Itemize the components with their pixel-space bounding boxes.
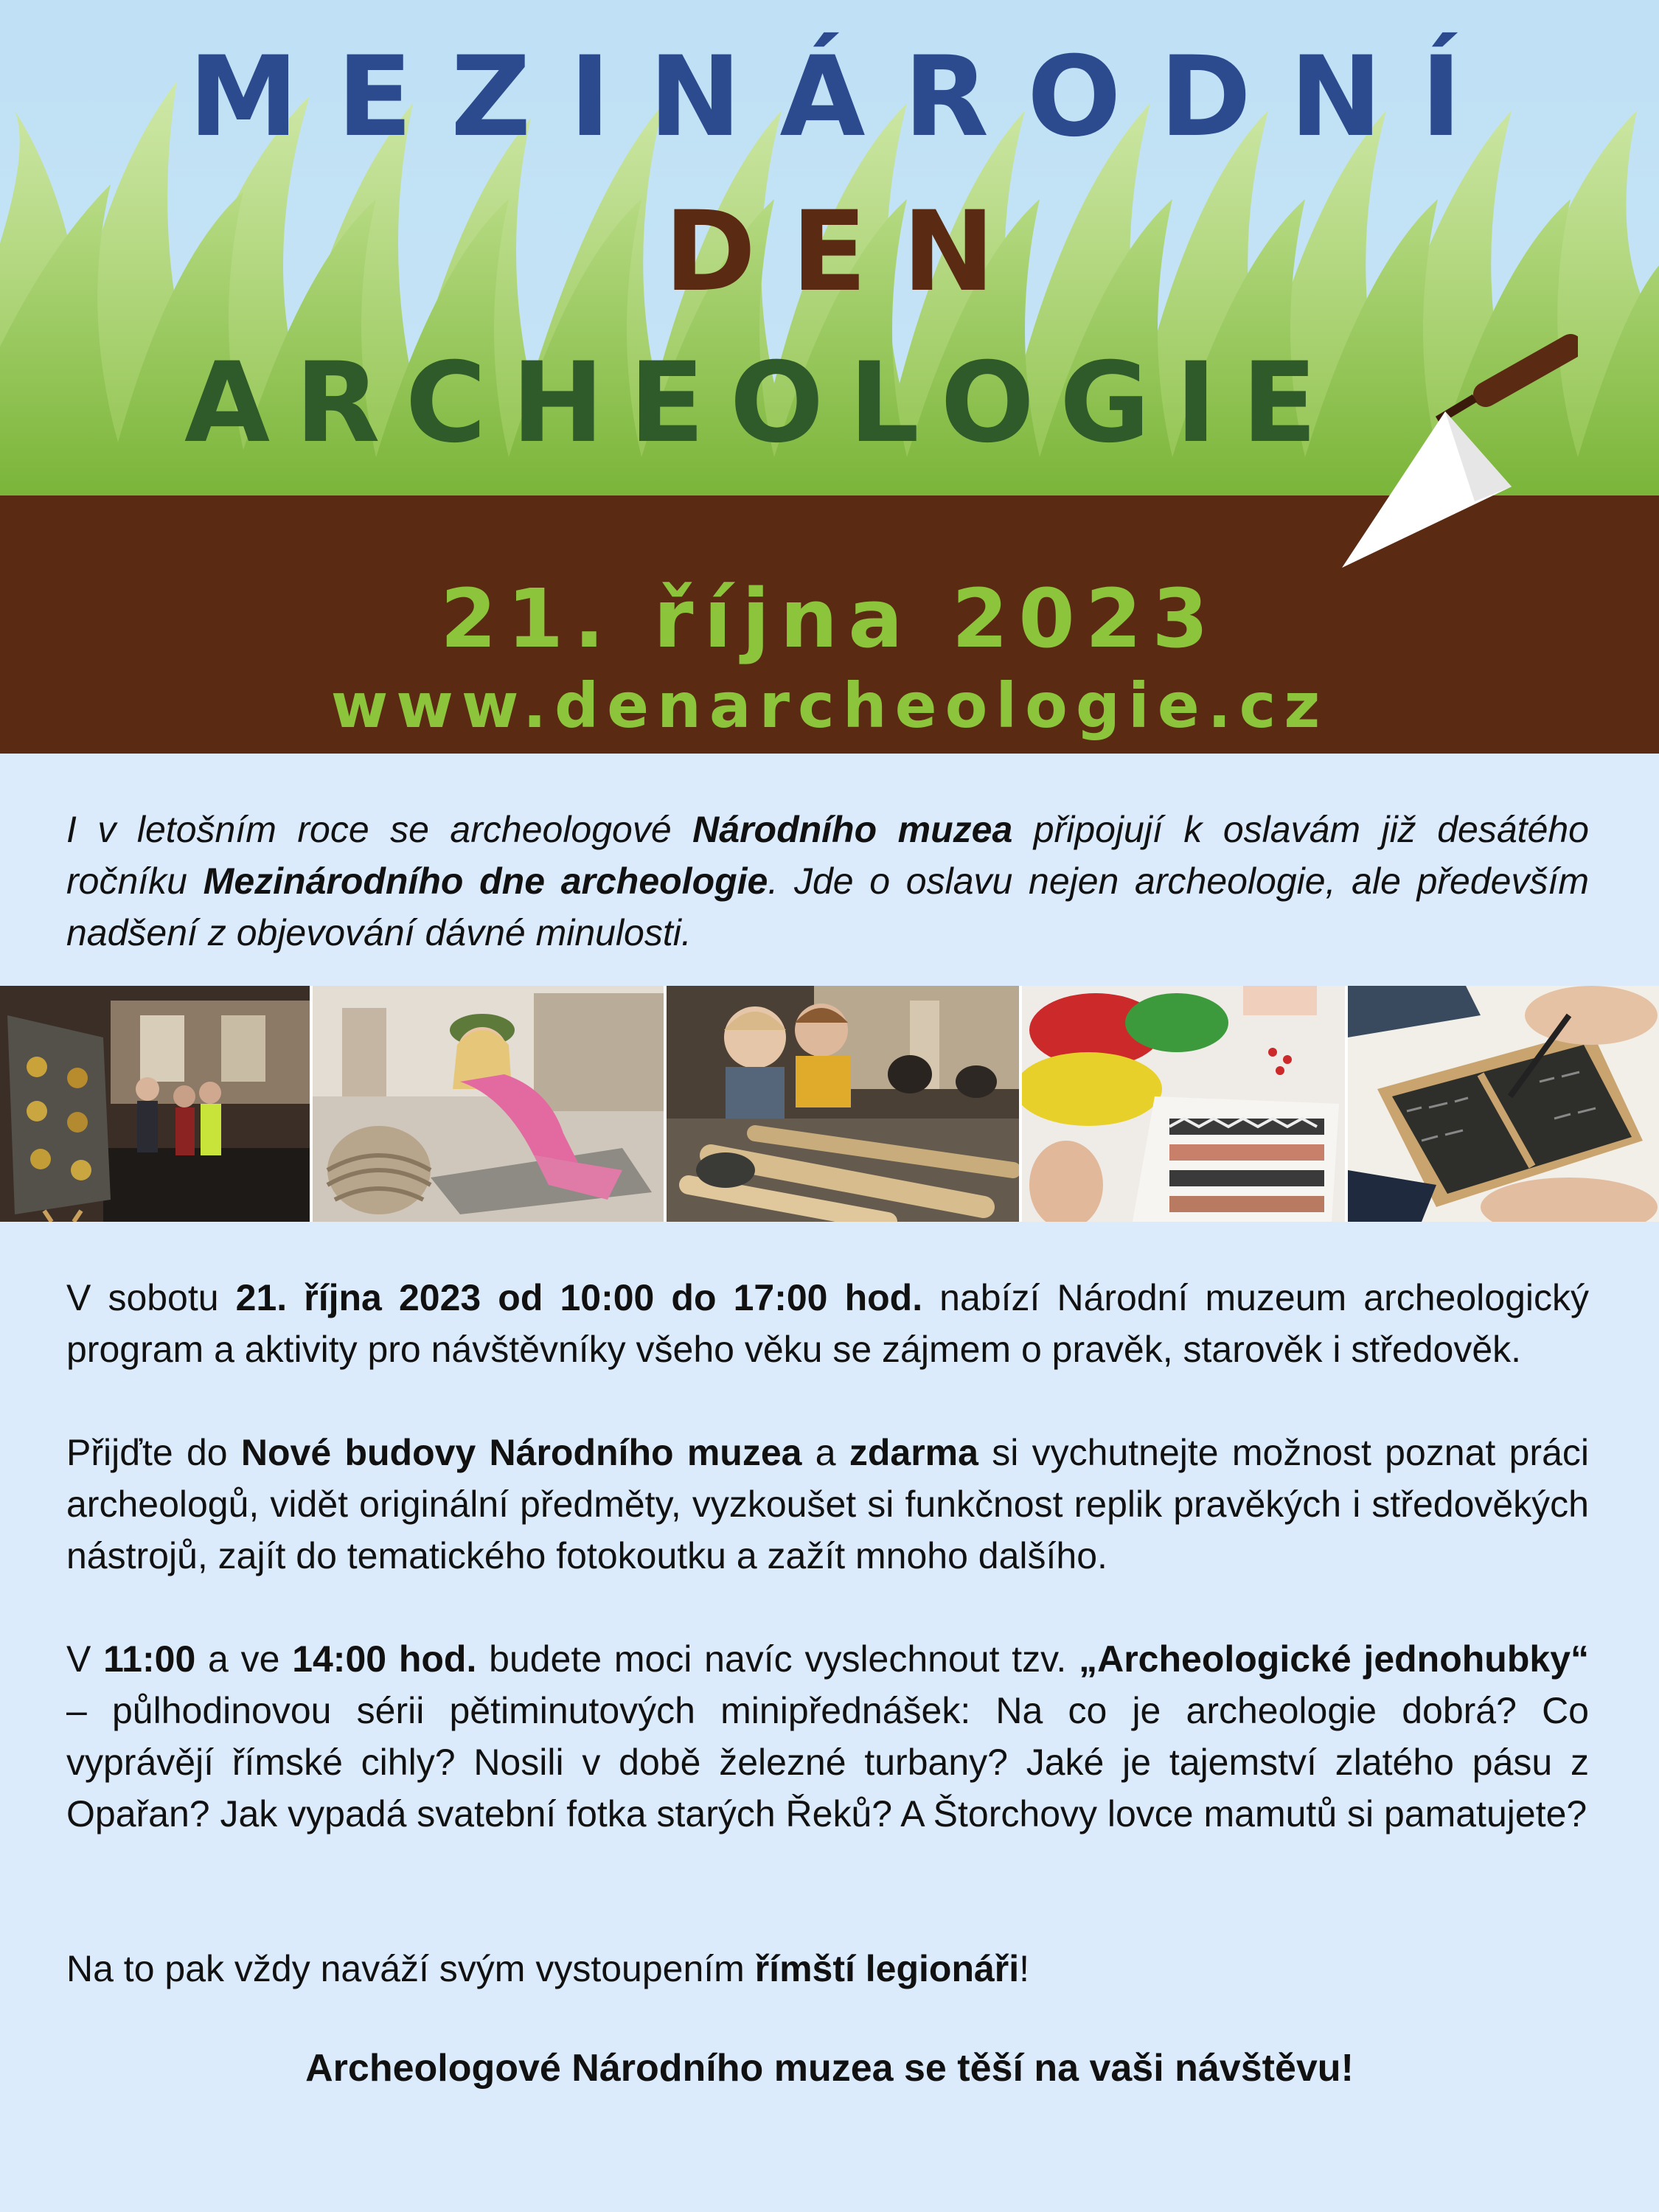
trowel-icon: [1327, 324, 1578, 575]
mosaic-beads-photo: [1022, 986, 1345, 1222]
closing-line: Archeologové Národního muzea se těší na vaši návštěvu!: [305, 2047, 1354, 2090]
program-date-time: 21. října 2023 od 10:00 do 17:00 hod.: [235, 1277, 923, 1318]
title-line-1: MEZINÁRODNÍ: [188, 33, 1500, 161]
lectures-text: a ve: [195, 1638, 293, 1680]
child-grinding-stone-photo: [313, 986, 664, 1222]
intro-bold-event: Mezinárodního dne archeologie: [203, 860, 768, 902]
invitation-paragraph: [66, 1427, 1589, 1582]
invitation-text: a: [801, 1432, 849, 1473]
lecture-time-1: 11:00: [103, 1638, 196, 1680]
intro-text: I v letošním roce se archeologové: [66, 809, 693, 850]
header-banner: [0, 0, 1659, 754]
photo-strip: [0, 986, 1659, 1222]
children-tools-photo: [667, 986, 1019, 1222]
lectures-text: V: [66, 1638, 104, 1680]
invitation-text: Přijďte do: [66, 1432, 241, 1473]
lecture-series-title: „Archeologické jednohubky“: [1079, 1638, 1590, 1680]
lectures-text: budete moci navíc vyslechnout tzv.: [476, 1638, 1079, 1680]
legionaries-text: !: [1019, 1948, 1030, 1989]
title-line-2: DEN: [664, 188, 1031, 316]
event-date: 21. října 2023: [440, 571, 1219, 666]
lectures-paragraph: [66, 1633, 1589, 1840]
legionaries-bold: římští legionáři: [754, 1948, 1020, 1989]
program-text: V sobotu: [66, 1277, 236, 1318]
intro-text: připojují k oslavám již desátého ročníku: [66, 809, 1589, 902]
intro-text: . Jde o oslavu nejen archeologie, ale především nadšení z objevování dávné minulosti.: [66, 860, 1590, 953]
invitation-free-entry: zdarma: [849, 1432, 978, 1473]
invitation-text: si vychutnejte možnost poznat práci archeologů, vidět originální předměty, vyzkoušet si funkčnost replik pravěkých i středověkých nástrojů, zajít do tematického fotokoutku a zažít mnoho dalšího.: [66, 1432, 1589, 1576]
exhibition-board-photo: [0, 986, 310, 1222]
legionaries-text: Na to pak vždy naváží svým vystoupením: [66, 1948, 755, 1989]
title-line-3: ARCHEOLOGIE: [184, 339, 1343, 467]
lectures-text: – půlhodinovou sérii pětiminutových minipřednášek: Na co je archeologie dobrá? Co vyprávějí římské cihly? Nosili v době železné turbany? Jaké je tajemství zlatého pásu z Opařan? Jak vypadá svatební fotka starých Řeků? A Štorchovy lovce mamutů si pamatujete?: [66, 1690, 1589, 1834]
invitation-venue: Nové budovy Národního muzea: [240, 1432, 802, 1473]
intro-paragraph: [66, 804, 1589, 959]
program-paragraph: [66, 1272, 1589, 1375]
legionaries-paragraph: [66, 1943, 1589, 1994]
wax-tablet-writing-photo: [1348, 986, 1659, 1222]
event-website-link[interactable]: www.denarcheologie.cz: [330, 669, 1329, 742]
intro-bold-museum: Národního muzea: [692, 809, 1013, 850]
lecture-time-2: 14:00 hod.: [292, 1638, 477, 1680]
program-text: nabízí Národní muzeum archeologický program a aktivity pro návštěvníky všeho věku se zájmem o pravěk, starověk i středověk.: [66, 1277, 1589, 1370]
